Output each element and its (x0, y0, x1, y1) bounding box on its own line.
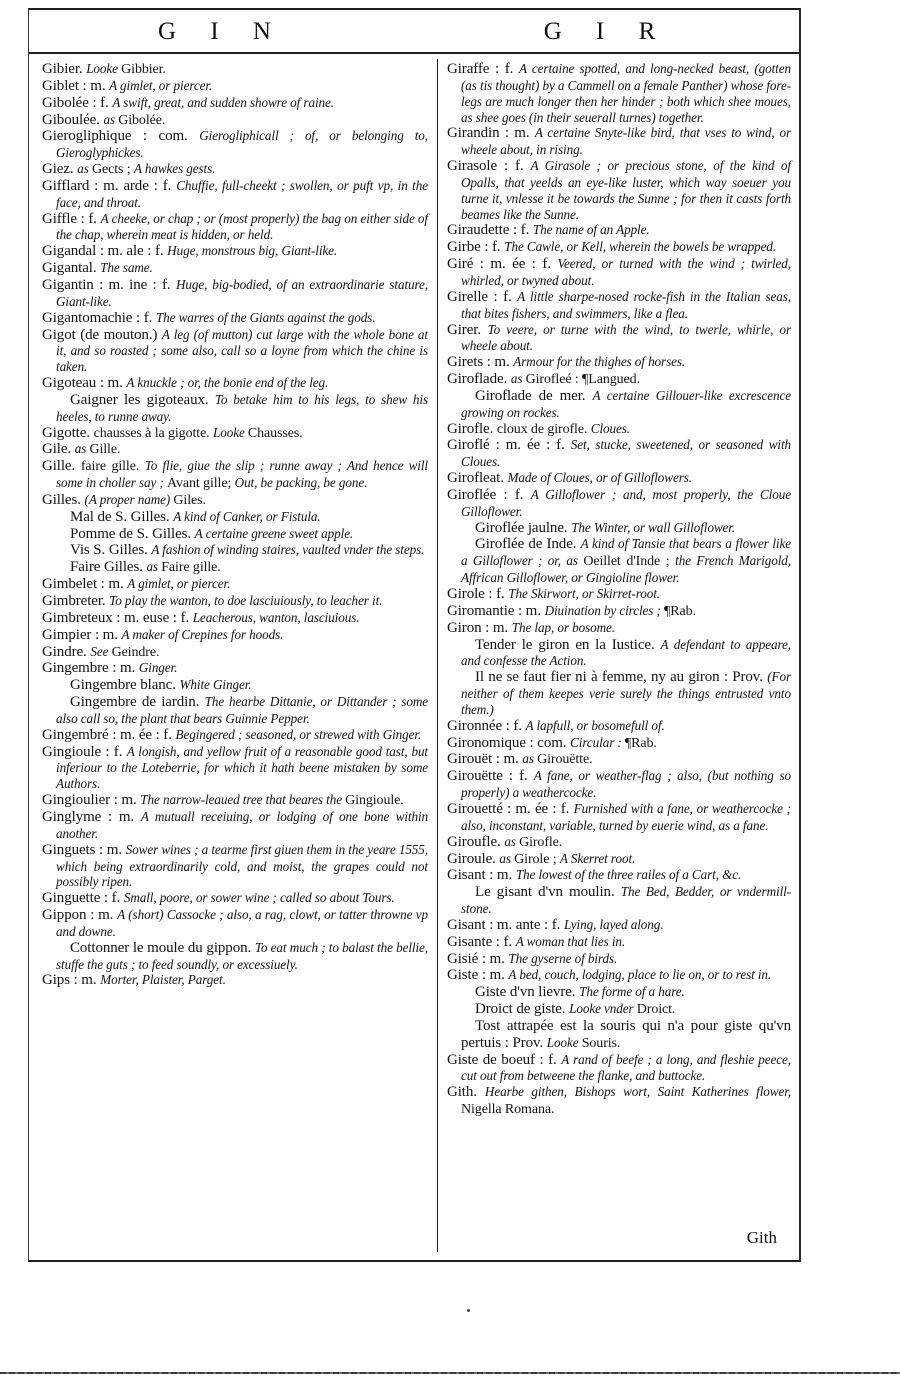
entry-headword: Gingioule : f. (42, 743, 127, 760)
entry-reference: cloux de girofle. (496, 421, 591, 437)
column-left (29, 59, 437, 1252)
dictionary-entry (42, 425, 428, 442)
entry-headword: Tender le giron en la Iustice. (475, 636, 661, 653)
dictionary-entry (447, 470, 791, 487)
entry-gloss: Looke (546, 1034, 582, 1050)
entry-headword: Giré : m. ée : f. (447, 256, 558, 273)
entry-gloss: as (510, 371, 526, 387)
entry-gloss: A swift, great, and sudden showre of raine. (112, 94, 334, 110)
entry-gloss: See (90, 643, 112, 659)
entry-gloss: The hearbe Dittanie, or Dittander ; some also call so, the plant that bears Guinnie Pepper. (56, 694, 429, 726)
dictionary-entry (447, 934, 791, 951)
entry-gloss: Set, stucke, sweetened, or seasoned with Cloues. (461, 437, 792, 470)
entry-gloss: Looke (86, 61, 122, 76)
entry-headword: Gips : m. (42, 972, 101, 989)
dictionary-entry (447, 536, 791, 586)
entry-gloss: Chuffie, full-cheekt ; swollen, or puft vp, in the face, and throat. (56, 177, 428, 210)
entry-reference: Gibbier. (121, 62, 166, 77)
entry-reference: Girouëtte. (537, 752, 593, 768)
entry-gloss: A woman that lies in. (515, 933, 626, 949)
entry-headword: Girelle : f. (447, 288, 518, 305)
entry-reference: Geindre. (111, 644, 160, 660)
entry-headword: Girandin : m. (447, 125, 535, 142)
entry-headword: Gimbelet : m. (42, 576, 128, 593)
entry-gloss: A little sharpe-nosed rocke-fish in the Italian seas, that bites fishers, and swimmers, like a flea. (461, 288, 791, 321)
entry-headword: Gisant : m. ante : f. (447, 916, 564, 933)
dictionary-entry (447, 487, 791, 520)
entry-headword: Gimbreter. (42, 593, 110, 609)
entry-gloss: A certaine Snyte-like bird, that vses to wind, or wheele about, in rising. (461, 125, 792, 158)
entry-headword: Gisié : m. (447, 950, 509, 967)
entry-gloss: The narrow-leaued tree that beares the (140, 792, 346, 808)
entry-reference: ¶Rab. (624, 735, 657, 751)
dictionary-entry (42, 178, 428, 211)
dictionary-entry (42, 627, 428, 644)
entry-gloss: A lapfull, or bosomefull of. (525, 717, 665, 733)
dictionary-entry (42, 542, 428, 559)
dictionary-entry (447, 1052, 791, 1085)
entry-reference: Nigella Romana. (461, 1102, 555, 1118)
entry-gloss: Looke (212, 424, 248, 440)
entry-headword: Girole : f. (447, 586, 509, 602)
dictionary-entry (42, 694, 428, 727)
entry-headword: Giez. (42, 161, 78, 178)
entry-gloss: A maker of Crepines for hoods. (121, 626, 284, 642)
entry-gloss: (For neither of them keepes verie surely the things entrusted vnto them.) (461, 669, 791, 717)
dictionary-entry (42, 260, 428, 277)
entry-headword: Girbe : f. (447, 239, 505, 256)
entry-gloss: The Skirwort, or Skirret-root. (508, 586, 661, 601)
dictionary-entry (42, 243, 428, 260)
entry-headword: Giron : m. (447, 619, 512, 636)
dictionary-entry (447, 967, 791, 984)
entry-headword: Gimbreteux : m. euse : f. (42, 609, 193, 626)
dictionary-entry (447, 768, 791, 801)
dictionary-entry (447, 125, 791, 158)
entry-headword: Girer. (447, 321, 488, 338)
entry-gloss: The gyserne of birds. (508, 950, 618, 966)
entry-reference: Avant gille; (166, 476, 235, 492)
entry-reference: faire gille. (80, 459, 145, 475)
dictionary-entry (42, 559, 428, 576)
entry-gloss: as (499, 850, 515, 866)
entry-gloss: A certaine Gillouer-like excrescence growing on rockes. (461, 387, 791, 420)
dictionary-entry (42, 890, 428, 907)
entry-gloss: The Cawle, or Kell, wherein the bowels be wrapped. (504, 239, 777, 255)
entry-gloss: Begingered ; seasoned, or strewed with Ginger. (175, 726, 422, 742)
entry-headword: Giroflé : m. ée : f. (447, 437, 571, 454)
entry-headword: Giromantie : m. (447, 602, 545, 619)
dictionary-entry (447, 851, 791, 868)
entry-headword: Gimpier : m. (42, 626, 122, 643)
dictionary-entry (447, 884, 791, 917)
dictionary-entry (447, 984, 791, 1001)
dictionary-entry (447, 289, 791, 322)
entry-headword: Mal de S. Gilles. (70, 508, 174, 525)
entry-headword: Ginglyme : m. (42, 808, 141, 825)
dictionary-entry (447, 61, 791, 125)
dictionary-entry (42, 441, 428, 458)
entry-gloss: The Bed, Bedder, or vndermill-stone. (461, 884, 791, 917)
entry-gloss: Sower wines ; a tearme first giuen them in the yeare 1555, which being extraordinarily cold, and moist, the grapes could not possibly ripen. (56, 841, 428, 890)
dictionary-entry (447, 801, 791, 834)
dictionary-entry (447, 222, 791, 239)
entry-headword: Gigantin : m. ine : f. (42, 276, 176, 293)
entry-gloss: To eat much ; to balast the bellie, stuffe the guts ; to feed soundly, or excessiuely. (56, 939, 429, 972)
entry-gloss: A fashion of winding staires, vaulted vnder the steps. (151, 542, 425, 558)
entry-headword: Giffle : f. (42, 210, 101, 227)
entry-gloss: Ginger. (138, 660, 178, 676)
dictionary-entry (447, 1018, 791, 1052)
entry-headword: Gilles. (42, 491, 85, 508)
entry-gloss: (A proper name) (84, 491, 174, 507)
entry-gloss: Leacherous, wanton, lasciuious. (192, 609, 360, 625)
entry-gloss: A certaine spotted, and long-necked beast, (gotten (as tis thought) by a Cammell on a female Panther) whose fore-legs are much longer then her hinder ; both which shee moues, as shee goes (in their seuerall turnes) together. (461, 61, 791, 125)
entry-gloss: A bed, couch, lodging, place to lie on, or to rest in. (508, 967, 772, 983)
entry-gloss: A Skerret root. (559, 850, 636, 866)
entry-headword: Giroflade. (447, 371, 511, 388)
entry-gloss: the French Marigold, Affrican Gilloflower, or Gingioline flower. (461, 553, 791, 586)
dictionary-entry (42, 375, 428, 392)
entry-gloss: Diuination by circles ; (544, 602, 664, 618)
entry-gloss: Lying, layed along. (563, 916, 664, 932)
entry-gloss: Cloues. (590, 420, 630, 436)
entry-headword: Giroflée de Inde. (475, 536, 581, 553)
entry-reference: chausses à la gigotte. (93, 425, 213, 441)
entry-gloss: as (74, 441, 90, 457)
entry-headword: Giblet : m. (42, 77, 110, 94)
dictionary-entry (447, 371, 791, 388)
entry-headword: Gigantomachie : f. (42, 309, 156, 326)
entry-headword: Vis S. Gilles. (70, 542, 152, 559)
entry-headword: Tost attrapée est la souris qui n'a pour giste qu'vn pertuis : Prov. (461, 1017, 791, 1051)
entry-reference: Giles. (173, 492, 206, 508)
column-right (438, 59, 799, 1252)
entry-headword: Giste d'vn lievre. (475, 984, 580, 1001)
entry-headword: Cottonner le moule du gippon. (70, 939, 255, 956)
entry-gloss: as (504, 833, 520, 849)
entry-gloss: A rand of beefe ; a long, and fleshie peece, cut out from betweene the flanke, and buttocke. (461, 1051, 791, 1084)
entry-reference: Girofle. (519, 834, 563, 850)
entry-headword: Gingembre : m. (42, 660, 139, 677)
dictionary-entry (42, 610, 428, 627)
dictionary-entry (42, 161, 428, 178)
entry-headword: Girasole : f. (447, 158, 531, 175)
entry-headword: Gingioulier : m. (42, 792, 141, 809)
dictionary-entry (42, 576, 428, 593)
entry-headword: Gingembre blanc. (70, 677, 180, 694)
page-frame (28, 8, 801, 1262)
entry-gloss: as (103, 111, 119, 127)
entry-gloss: Made of Cloues, or of Gilloflowers. (507, 470, 692, 486)
entry-headword: Giste : m. (447, 967, 509, 984)
dictionary-entry (42, 112, 428, 129)
entry-headword: Giroflée jaulne. (475, 519, 572, 536)
dictionary-entry (42, 727, 428, 744)
catchword: Gith (746, 1228, 777, 1247)
dictionary-entry (42, 61, 428, 78)
dictionary-entry (447, 421, 791, 438)
entry-gloss: Small, poore, or sower wine ; called so about Tours. (123, 890, 395, 906)
entry-headword: Girouetté : m. ée : f. (447, 800, 574, 817)
dictionary-entry (447, 751, 791, 768)
entry-gloss: The same. (100, 260, 153, 276)
entry-reference: Oeillet d'Inde ; (583, 554, 676, 570)
entry-gloss: To flie, giue the slip ; runne away ; And hence will some in choller say ; (56, 458, 428, 491)
entry-headword: Gille. (42, 458, 81, 475)
entry-gloss: The name of an Apple. (532, 222, 650, 238)
entry-headword: Gifflard : m. arde : f. (42, 177, 177, 194)
entry-gloss: A gimlet, or piercer. (127, 576, 231, 592)
dictionary-entry (42, 940, 428, 973)
scan-speck (467, 1309, 470, 1312)
entry-headword: Giraudette : f. (447, 222, 533, 239)
entry-headword: Gierogliphique : com. (42, 128, 200, 145)
dictionary-entry (42, 277, 428, 310)
entry-headword: Gisant : m. (447, 867, 516, 884)
dictionary-entry (42, 327, 428, 376)
entry-gloss: A kind of Tansie that bears a flower like a Gilloflower ; or, as (461, 536, 791, 569)
entry-gloss: To veere, or turne with the wind, to twerle, whirle, or wheele about. (461, 321, 791, 354)
entry-headword: Girets : m. (447, 354, 514, 371)
entry-headword: Girofleat. (447, 470, 508, 487)
page-header-right: G I R (543, 18, 670, 45)
entry-gloss: Out, be packing, be gone. (234, 475, 368, 491)
entry-gloss: A Girasole ; or precious stone, of the kind of Opalls, that yeelds an eye-like luster, which way soeuer you turne it, vnlesse it be towards the Sunne ; for then it casts forth beames like the Sunne. (461, 158, 791, 222)
dictionary-entry (447, 354, 791, 371)
entry-gloss: Huge, big-bodied, of an extraordinarie stature, Giant-like. (56, 276, 428, 309)
dictionary-entry (447, 951, 791, 968)
dictionary-entry (447, 322, 791, 355)
entry-headword: Gile. (42, 441, 75, 458)
entry-gloss: Hearbe githen, Bishops wort, Saint Katherines flower, (484, 1084, 791, 1100)
dictionary-entry (447, 239, 791, 256)
entry-gloss: To play the wanton, to doe lasciuiously, to leacher it. (109, 593, 383, 608)
entry-gloss: A longish, and yellow fruit of a reasonable good tast, but inferiour to the Loteberrie, for which it hath beene mistaken by some Authors. (56, 743, 429, 792)
entry-gloss: The lowest of the three railes of a Cart, &c. (515, 867, 742, 883)
entry-headword: Faire Gilles. (70, 559, 147, 576)
dictionary-entry (447, 620, 791, 637)
dictionary-entry (447, 603, 791, 620)
page-bottom-edge (0, 1372, 900, 1374)
dictionary-entry (447, 158, 791, 222)
entry-headword: Giboulée. (42, 111, 104, 128)
entry-headword: Gippon : m. (42, 907, 118, 924)
dictionary-entry (42, 660, 428, 677)
entry-headword: Giroflée : f. (447, 486, 531, 503)
entry-gloss: Gierogliphicall ; of, or belonging to, Gieroglyphickes. (56, 128, 428, 161)
entry-headword: Giroflade de mer. (475, 387, 593, 404)
dictionary-entry (447, 718, 791, 735)
entry-gloss: A (short) Cassocke ; also, a rag, clowt, or tatter throwne vp and downe. (56, 907, 429, 939)
dictionary-entry (42, 492, 428, 509)
entry-headword: Girouët : m. (447, 751, 523, 768)
entry-headword: Giste de boeuf : f. (447, 1051, 562, 1068)
dictionary-entry (42, 744, 428, 793)
entry-headword: Giroule. (447, 850, 500, 867)
dictionary-entry (42, 78, 428, 95)
entry-reference: Gibolée. (118, 112, 166, 128)
entry-headword: Giraffe : f. (447, 61, 519, 77)
page-header-left: G I N (158, 18, 285, 45)
dictionary-entry (447, 520, 791, 537)
dictionary-entry (447, 735, 791, 752)
entry-reference: ¶Rab. (664, 603, 696, 619)
entry-reference: Gingioule. (345, 793, 404, 809)
dictionary-entry (42, 792, 428, 809)
entry-headword: Il ne se faut fier ni à femme, ny au giron : Prov. (475, 669, 768, 686)
entry-headword: Giroufle. (447, 833, 505, 850)
dictionary-entry (42, 644, 428, 661)
dictionary-entry (42, 809, 428, 842)
dictionary-entry (447, 637, 791, 670)
entry-headword: Girofle. (447, 420, 497, 437)
entry-gloss: A cheeke, or chap ; or (most properly) the bag on either side of the chap, wherein meat is hidden, or held. (56, 210, 428, 243)
dictionary-entry (447, 834, 791, 851)
entry-gloss: A knuckle ; or, the bonie end of the leg. (126, 375, 329, 391)
entry-gloss: A fane, or weather-flag ; also, (but nothing so properly) a weathercocke. (461, 768, 791, 801)
entry-headword: Gaigner les gigoteaux. (70, 391, 215, 408)
entry-gloss: A leg (of mutton) cut large with the whole bone at it, and so roasted ; some also, call so a loyne from which the chine is taken. (56, 326, 428, 375)
dictionary-entry (447, 917, 791, 934)
entry-headword: Gibier. (42, 61, 87, 77)
entry-gloss: To betake him to his legs, to shew his heeles, to runne away. (56, 391, 429, 424)
entry-headword: Gingembré : m. ée : f. (42, 726, 176, 743)
entry-gloss: Huge, monstrous big, Giant-like. (167, 243, 338, 259)
entry-headword: Le gisant d'vn moulin. (475, 884, 621, 901)
entry-gloss: A certaine greene sweet apple. (194, 525, 354, 541)
dictionary-entry (42, 593, 428, 610)
dictionary-entry (42, 458, 428, 492)
entry-headword: Gigotte. (42, 424, 94, 441)
dictionary-entry (42, 211, 428, 244)
entry-headword: Gigoteau : m. (42, 375, 127, 392)
entry-headword: Gironomique : com. (447, 734, 571, 751)
entry-gloss: as (146, 559, 162, 575)
dictionary-entry (42, 526, 428, 543)
entry-gloss: White Ginger. (179, 677, 252, 693)
entry-gloss: Morter, Plaister, Parget. (100, 972, 226, 988)
dictionary-entry (42, 972, 428, 989)
entry-gloss: Veered, or turned with the wind ; twirled, whirled, or twyned about. (461, 256, 791, 288)
entry-gloss: The warres of the Giants against the gods. (155, 309, 376, 325)
dictionary-entry (447, 586, 791, 603)
dictionary-entry (42, 128, 428, 161)
dictionary-entry (42, 392, 428, 425)
entry-reference: Girofleé : ¶Langued. (525, 372, 640, 388)
entry-reference: Gille. (89, 442, 121, 458)
entry-headword: Gingembre de iardin. (70, 694, 205, 711)
entry-gloss: as (77, 161, 92, 177)
entry-gloss: The forme of a hare. (579, 984, 685, 1000)
dictionary-entry (447, 1084, 791, 1118)
entry-gloss: Circular : (570, 734, 625, 750)
entry-gloss: A mutuall receiuing, or lodging of one bone within another. (56, 808, 429, 841)
entry-reference: Chausses. (247, 425, 303, 441)
dictionary-entry (42, 509, 428, 526)
entry-gloss: Looke vnder (569, 1001, 637, 1017)
running-head (29, 10, 799, 54)
entry-headword: Gigot (de mouton.) (42, 326, 162, 343)
entry-headword: Girouëtte : f. (447, 768, 534, 785)
dictionary-entry (447, 388, 791, 421)
dictionary-entry (447, 669, 791, 718)
dictionary-entry (42, 677, 428, 694)
entry-headword: Ginguette : f. (42, 890, 124, 907)
entry-headword: Ginguets : m. (42, 841, 126, 858)
entry-reference: Souris. (581, 1035, 621, 1051)
entry-headword: Gironnée : f. (447, 717, 526, 734)
entry-gloss: The Winter, or wall Gilloflower. (571, 519, 736, 535)
entry-gloss: as (522, 751, 538, 767)
dictionary-entry (447, 1001, 791, 1018)
entry-gloss: A Gilloflower ; and, most properly, the Cloue Gilloflower. (461, 486, 791, 519)
dictionary-entry (42, 95, 428, 112)
dictionary-entry (42, 907, 428, 940)
entry-headword: Gindre. (42, 643, 91, 660)
entry-reference: Faire gille. (161, 560, 221, 576)
dictionary-entry (42, 842, 428, 891)
dictionary-entry (447, 867, 791, 884)
entry-gloss: The lap, or bosome. (511, 619, 615, 635)
entry-headword: Droict de giste. (475, 1001, 570, 1018)
entry-headword: Pomme de S. Gilles. (70, 525, 195, 542)
dictionary-entry (447, 437, 791, 470)
entry-gloss: A kind of Canker, or Fistula. (173, 508, 321, 524)
dictionary-entry (447, 256, 791, 289)
entry-headword: Gigandal : m. ale : f. (42, 243, 168, 260)
dictionary-entry (42, 310, 428, 327)
entry-reference: Droict. (636, 1002, 676, 1018)
entry-reference: Gects ; (91, 162, 134, 178)
entry-headword: Gigantal. (42, 260, 101, 277)
entry-gloss: A defendant to appeare, and confesse the Action. (461, 636, 791, 669)
text-columns (29, 54, 799, 1252)
entry-reference: Girole ; (514, 851, 560, 867)
entry-headword: Gith. (447, 1084, 485, 1101)
entry-headword: Gisante : f. (447, 933, 516, 950)
entry-gloss: A gimlet, or piercer. (109, 77, 213, 93)
entry-gloss: Furnished with a fane, or weathercocke ; also, inconstant, variable, turned by euerie wind, as a fane. (461, 800, 791, 833)
entry-gloss: Armour for the thighes of horses. (513, 354, 686, 370)
entry-headword: Gibolée : f. (42, 94, 113, 111)
entry-gloss: A hawkes gests. (133, 161, 216, 177)
